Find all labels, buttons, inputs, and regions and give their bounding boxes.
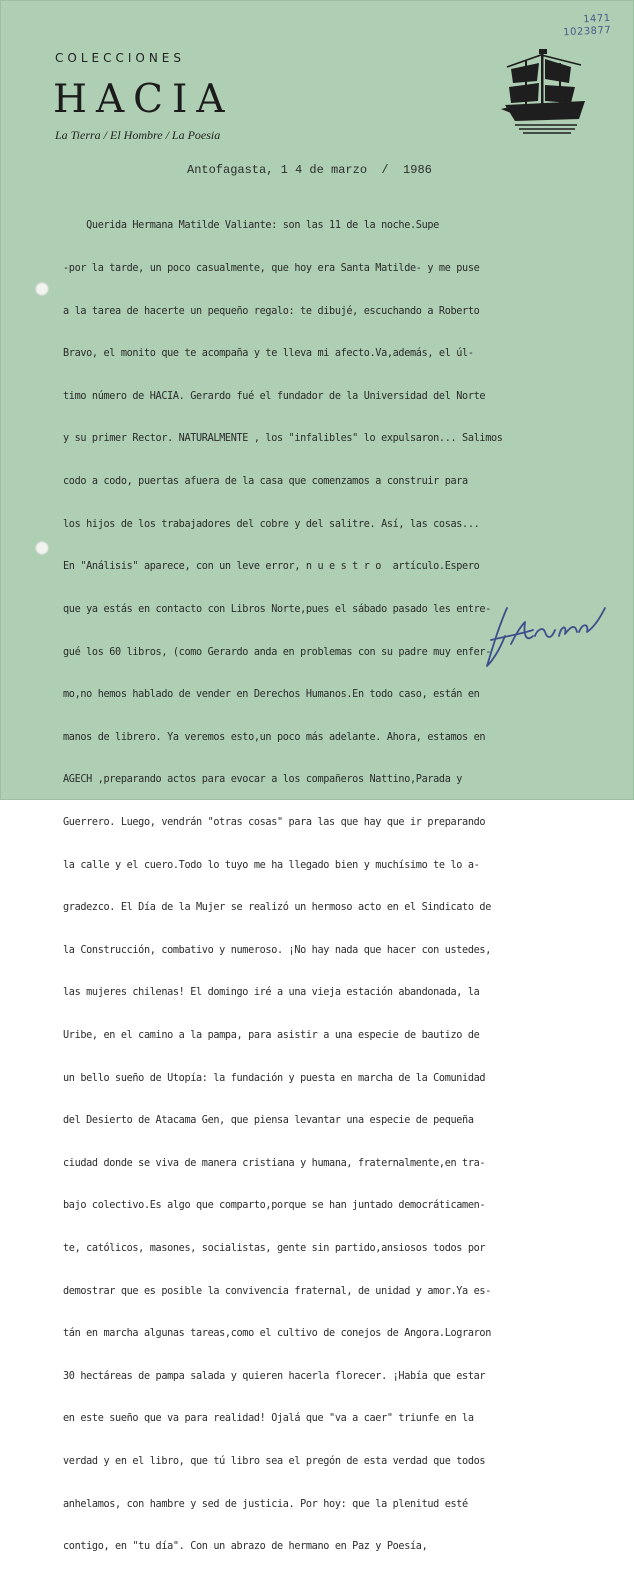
handwritten-signature (477, 596, 617, 676)
letter-line: verdad y en el libro, que tú libro sea el pregón de esta verdad que todos (63, 1456, 486, 1468)
letter-line: los hijos de los trabajadores del cobre y del salitre. Así, las cosas... (63, 518, 480, 530)
letter-line: y su primer Rector. NATURALMENTE , los "infalibles" lo expulsaron... Salimos (63, 433, 503, 445)
letter-line: gué los 60 libros, (como Gerardo anda en problemas con su padre muy enfer- (63, 646, 491, 658)
letter-line: la calle y el cuero.Todo lo tuyo me ha llegado bien y muchísimo te lo a- (63, 859, 480, 871)
letter-line: en este sueño que va para realidad! Ojalá que "va a caer" triunfe en la (63, 1413, 474, 1425)
letter-line: mo,no hemos hablado de vender en Derechos Humanos.En todo caso, están en (63, 689, 480, 701)
letter-line: tán en marcha algunas tareas,como el cultivo de conejos de Angora.Lograron (63, 1328, 491, 1340)
letter-line: manos de librero. Ya veremos esto,un poco más adelante. Ahora, estamos en (63, 731, 486, 743)
letterhead-title: HACIA (53, 77, 234, 122)
letterhead-collection: COLECCIONES (55, 51, 186, 65)
punch-hole-bottom (35, 541, 49, 555)
letter-line: Guerrero. Luego, vendrán "otras cosas" para las que hay que ir preparando (63, 816, 486, 828)
letter-line: -por la tarde, un poco casualmente, que hoy era Santa Matilde- y me puse (63, 263, 480, 275)
letter-line: te, católicos, masones, socialistas, gente sin partido,ansiosos todos por (63, 1243, 486, 1255)
letter-line: las mujeres chilenas! El domingo iré a una vieja estación abandonada, la (63, 987, 480, 999)
letter-line: demostrar que es posible la convivencia fraternal, de unidad y amor.Ya es- (63, 1285, 491, 1297)
letter-line: Bravo, el monito que te acompaña y te lleva mi afecto.Va,además, el úl- (63, 348, 474, 360)
letter-body (63, 191, 623, 1583)
catalog-annotation (530, 13, 611, 41)
catalog-mark-bottom: 1023877 (562, 24, 612, 39)
letter-line: Querida Hermana Matilde Valiante: son las 11 de la noche.Supe (63, 220, 439, 232)
letter-line: bajo colectivo.Es algo que comparto,porque se han juntado democráticamen- (63, 1200, 486, 1212)
punch-hole-top (35, 282, 49, 296)
letter-line: a la tarea de hacerte un pequeño regalo: te dibujé, escuchando a Roberto (63, 305, 480, 317)
letter-line: contigo, en "tu día". Con un abrazo de hermano en Paz y Poesía, (63, 1541, 428, 1553)
catalog-mark-top: 1471 (582, 12, 611, 26)
letter-line: gradezco. El Día de la Mujer se realizó un hermoso acto en el Sindicato de (63, 902, 491, 914)
letter-line: anhelamos, con hambre y sed de justicia. Por hoy: que la plenitud esté (63, 1498, 468, 1510)
letter-line: timo número de HACIA. Gerardo fué el fundador de la Universidad del Norte (63, 390, 486, 402)
sailing-ship-icon (501, 47, 589, 137)
letter-line: la Construcción, combativo y numeroso. ¡No hay nada que hacer con ustedes, (63, 944, 491, 956)
letter-line: AGECH ,preparando actos para evocar a los compañeros Nattino,Parada y (63, 774, 463, 786)
letterhead-tagline: La Tierra / El Hombre / La Poesia (55, 128, 221, 142)
letter-line: que ya estás en contacto con Libros Norte,pues el sábado pasado les entre- (63, 603, 491, 615)
letter-line: ciudad donde se viva de manera cristiana y humana, fraternalmente,en tra- (63, 1157, 486, 1169)
letter-line: En "Análisis" aparece, con un leve error, n u e s t r o artículo.Espero (63, 561, 480, 573)
letter-line: 30 hectáreas de pampa salada y quieren hacerla florecer. ¡Había que estar (63, 1370, 486, 1382)
letter-line: un bello sueño de Utopía: la fundación y puesta en marcha de la Comunidad (63, 1072, 486, 1084)
letter-line: Uribe, en el camino a la pampa, para asistir a una especie de bautizo de (63, 1029, 480, 1041)
letter-dateline: Antofagasta, 1 4 de marzo / 1986 (187, 163, 432, 177)
letter-line: del Desierto de Atacama Gen, que piensa levantar una especie de pequeña (63, 1115, 474, 1127)
letter-line: codo a codo, puertas afuera de la casa que comenzamos a construir para (63, 476, 468, 488)
